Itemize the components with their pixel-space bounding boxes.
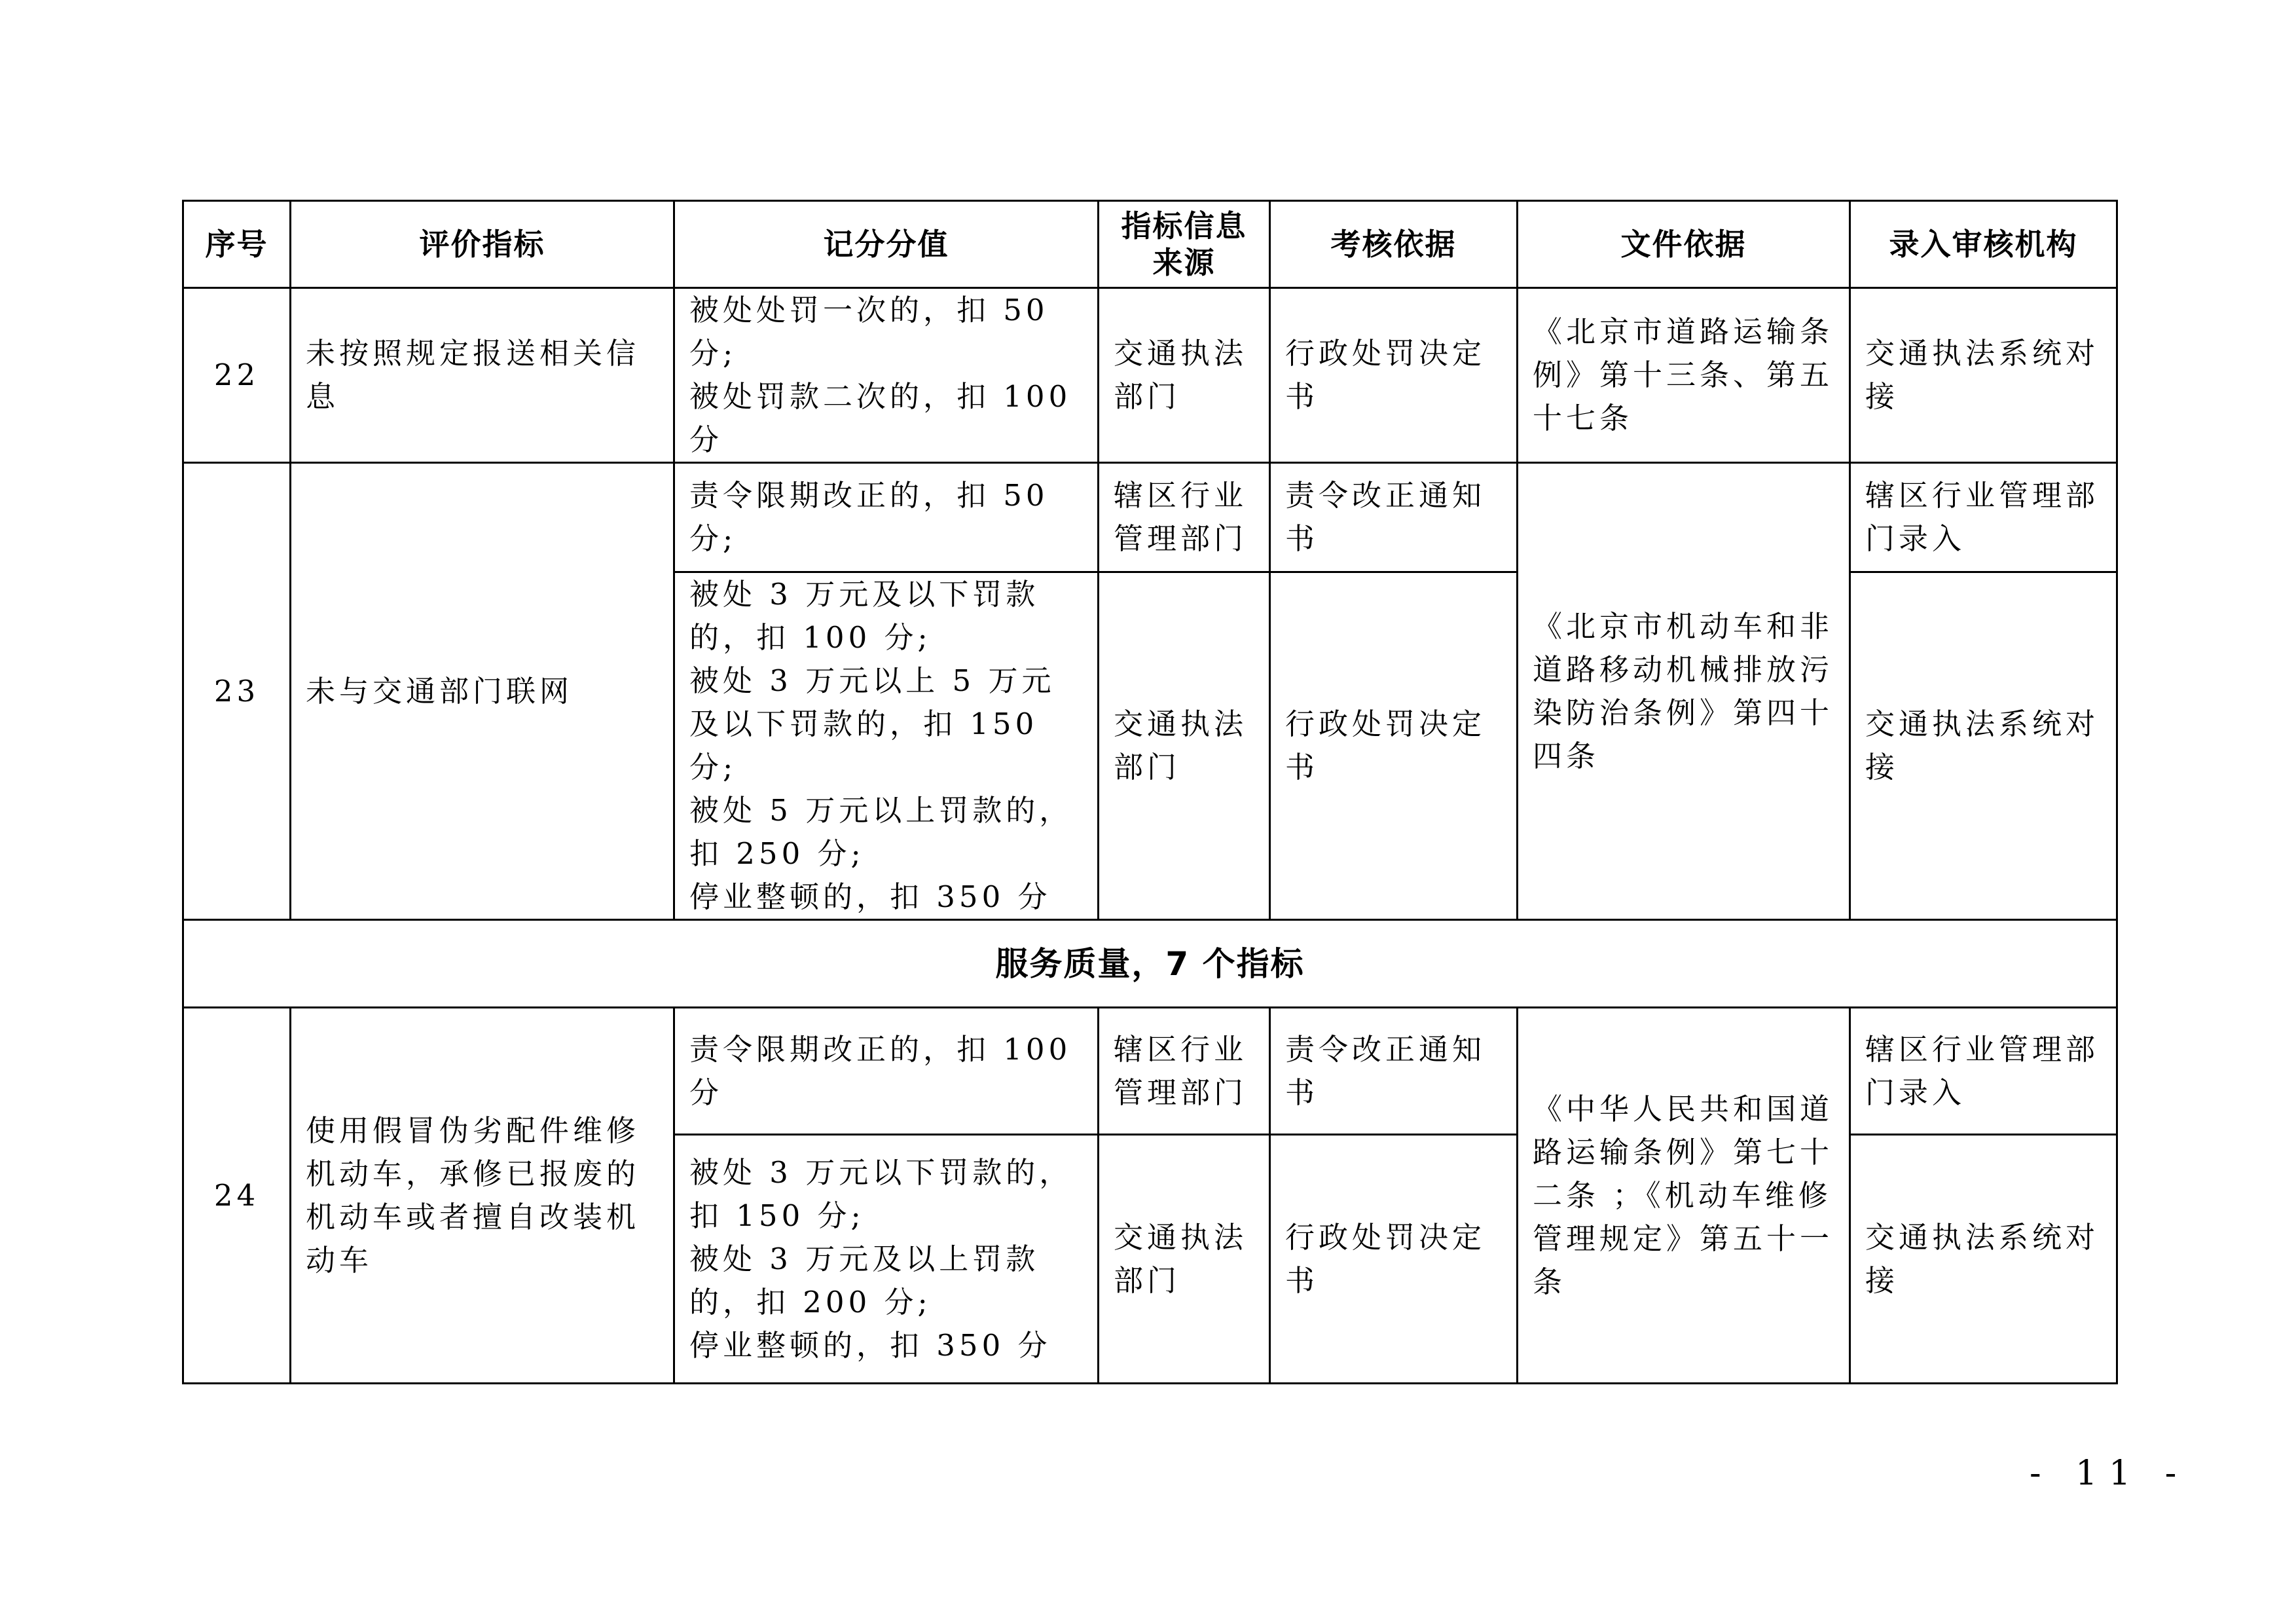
- row-score: 被处处罚一次的，扣 50 分; 被处罚款二次的，扣 100 分: [674, 288, 1099, 463]
- row-source: 辖区行业管理部门: [1099, 463, 1270, 572]
- header-info-source: 指标信息 来源: [1099, 201, 1270, 288]
- row-agency: 辖区行业管理部门录入: [1850, 463, 2117, 572]
- section-heading: 服务质量，7 个指标: [183, 920, 2117, 1008]
- row-number: 22: [183, 288, 291, 463]
- header-serial-number: 序号: [183, 201, 291, 288]
- row-score: 责令限期改正的，扣 50 分;: [674, 463, 1099, 572]
- row-basis: 行政处罚决定书: [1270, 288, 1518, 463]
- row-basis: 责令改正通知书: [1270, 1008, 1518, 1135]
- row-document: 《中华人民共和国道路运输条例》第七十二条 ；《机动车维修管理规定》第五十一条: [1518, 1008, 1850, 1384]
- header-indicator: 评价指标: [291, 201, 674, 288]
- header-assessment-basis: 考核依据: [1270, 201, 1518, 288]
- row-basis: 责令改正通知书: [1270, 463, 1518, 572]
- header-row: [183, 201, 2117, 288]
- row-score: 被处 3 万元及以下罚款的，扣 100 分; 被处 3 万元以上 5 万元及以下罚款的，扣 150 分; 被处 5 万元以上罚款的，扣 250 分; 停业整顿的，扣 350 分: [674, 572, 1099, 920]
- row-agency: 辖区行业管理部门录入: [1850, 1008, 2117, 1135]
- table-row: [183, 288, 2117, 463]
- row-agency: 交通执法系统对接: [1850, 572, 2117, 920]
- row-document: 《北京市机动车和非道路移动机械排放污染防治条例》第四十四条: [1518, 463, 1850, 920]
- row-source: 交通执法部门: [1099, 572, 1270, 920]
- row-indicator: 未按照规定报送相关信息: [291, 288, 674, 463]
- row-indicator: 未与交通部门联网: [291, 463, 674, 920]
- header-entry-agency: 录入审核机构: [1850, 201, 2117, 288]
- row-document: 《北京市道路运输条例》第十三条、第五十七条: [1518, 288, 1850, 463]
- row-source: 交通执法部门: [1099, 1135, 1270, 1384]
- header-document-basis: 文件依据: [1518, 201, 1850, 288]
- row-number: 24: [183, 1008, 291, 1384]
- row-agency: 交通执法系统对接: [1850, 288, 2117, 463]
- row-number: 23: [183, 463, 291, 920]
- table-row: [183, 463, 2117, 572]
- row-agency: 交通执法系统对接: [1850, 1135, 2117, 1384]
- row-indicator: 使用假冒伪劣配件维修机动车，承修已报废的机动车或者擅自改装机动车: [291, 1008, 674, 1384]
- page-number: - 11 -: [2030, 1454, 2189, 1493]
- row-source: 交通执法部门: [1099, 288, 1270, 463]
- header-score: 记分分值: [674, 201, 1099, 288]
- section-row: [183, 920, 2117, 1008]
- row-source: 辖区行业管理部门: [1099, 1008, 1270, 1135]
- row-score: 被处 3 万元以下罚款的，扣 150 分; 被处 3 万元及以上罚款的，扣 200 分; 停业整顿的，扣 350 分: [674, 1135, 1099, 1384]
- row-score: 责令限期改正的，扣 100 分: [674, 1008, 1099, 1135]
- row-basis: 行政处罚决定书: [1270, 1135, 1518, 1384]
- table-row: [183, 1008, 2117, 1135]
- evaluation-table: [182, 200, 2118, 1384]
- row-basis: 行政处罚决定书: [1270, 572, 1518, 920]
